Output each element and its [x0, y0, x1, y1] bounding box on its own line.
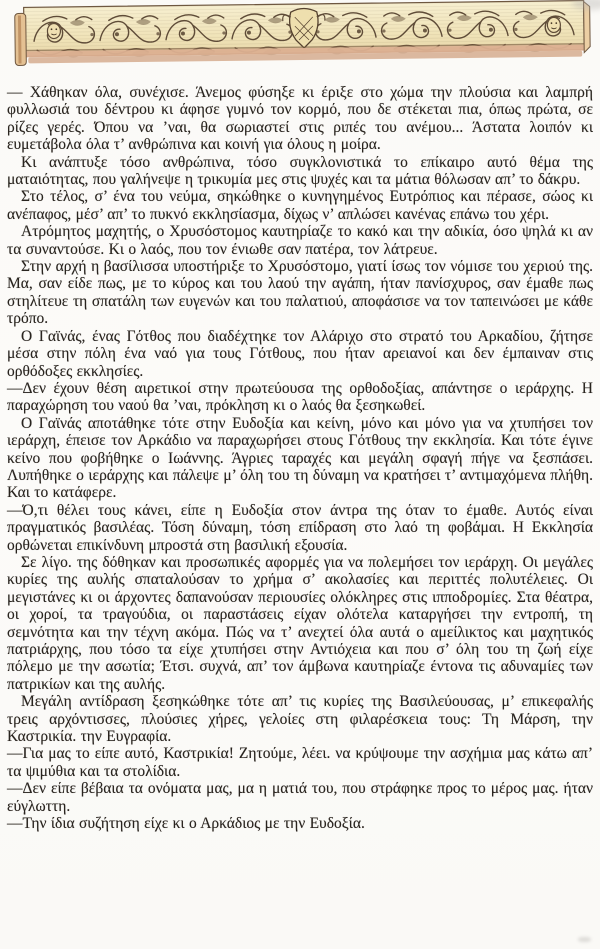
- paragraph: —Την ίδια συζήτηση είχε κι ο Αρκάδιος με την Ευδοξία.: [7, 815, 365, 833]
- floral-engraving: [14, 0, 593, 71]
- scan-smudge-bottom-right: [578, 937, 591, 942]
- scroll-roll-edge: [15, 13, 27, 65]
- text-body: [7, 84, 593, 832]
- paragraph: Ο Γαϊνάς αποτάθηκε τότε στην Ευδοξία και κείνη, μόνο και μόνο για να χτυπήσει τον ιεράρχη, έπεισε τον Αρκάδιο να παραχωρήσει στους Γότθους την εκκλησία. Και τότε έγινε κείνο που φοβήθηκε ο Ιωάννης. Άγριες ταραχές και μεγάλη σφαγή πήγε να ξεσπάσει. Λυπήθηκε ο ιεράρχης και πάλεψε μ’ όλη του τη δύναμη να κρατήσει τ’ αντιμαχόμενα πλήθη. Και το κατάφερε.: [7, 414, 593, 502]
- paragraph: —Δεν είπε βέβαια τα ονόματα μας, μα η ματιά του, που στράφηκε προς το μέρος μας. ήταν εύγλωττη.: [7, 780, 593, 815]
- paragraph: Στην αρχή η βασίλισσα υποστήριξε το Χρυσόστομο, γιατί ίσως τον νόμισε του χεριού της. Μα, σαν είδε πως, με το κύρος και του λαού την αγάπη, ήταν πανίσχυρος, σαν έμαθε πως στηλίτευε τη σπατάλη των ευγενών και του παλατιού, αποφάσισε να τον ταπεινώσει με κάθε τρόπο.: [7, 258, 593, 328]
- paragraph: Ατρόμητος μαχητής, ο Χρυσόστομος καυτηρίαζε το κακό και την αδικία, όσο ψηλά κι αν τα συναντούσε. Κι ο λαός, που τον ένιωθε σαν πατέρα, τον λάτρευε.: [7, 223, 593, 258]
- paragraph: Κι ανάπτυξε τόσο ανθρώπινα, τόσο συγκλονιστικά το επίκαιρο αυτό θέμα της ματαιότητας, που γαλήνεψε η τρικυμία μες στις ψυχές και τα μάτια θόλωσαν απ’ το δάκρυ.: [7, 153, 593, 189]
- paragraph: Μεγάλη αντίδραση ξεσηκώθηκε τότε απ’ τις κυρίες της Βασιλεύουσας, μ’ επικεφαλής τρεις αρχόντισσες, πλούσιες χήρες, γελοίες στη φιλαρέσκεια τους: Τη Μάρση, την Καστρικία. την Ευγραφία.: [7, 693, 593, 746]
- paragraph: —Ό,τι θέλει τους κάνει, είπε η Ευδοξία στον άντρα της όταν το έμαθε. Αυτός είναι πραγματικός βασιλέας. Τόση δύναμη, τόση επίδραση στο λαό τη φοβάμαι. Η Εκκλησία ορθώνεται επικίνδυνη μπροστά στη βασιλική εξουσία.: [7, 501, 593, 554]
- paragraph: —Για μας το είπε αυτό, Καστρικία! Ζητούμε, λέει. να κρύψουμε την ασχήμια μας κάτω απ’ τα ψιμύθια και τα στολίδια.: [7, 745, 593, 780]
- ornamental-headpiece: [14, 0, 593, 71]
- paragraph: Στο τέλος, σ’ ένα του νεύμα, σηκώθηκε ο κυνηγημένος Ευτρόπιος και πέρασε, σώος κι ανέπαφος, μέσ’ απ’ το πυκνό εκκλησίασμα, δίχως ν’ απλώσει κανένας επάνω του χέρι.: [7, 188, 593, 223]
- paragraph: — Χάθηκαν όλα, συνέχισε. Άνεμος φύσηξε κι έριξε στο χώμα την πλούσια και λαμπρή φυλλωσιά του δέντρου κι άφησε γυμνό τον κορμό, που δε στέκεται πια, όπως πρώτα, σε ρίζες γερές. Όπου να ’ναι, θα σωριαστεί στις ριπές του ανέμου... Άστατα λοιπόν κι ευμετάβολα όλα τ’ ανθρώπινα και κοινή για όλους η μοίρα.: [7, 84, 593, 154]
- paragraph: Ο Γαϊνάς, ένας Γότθος που διαδέχτηκε τον Αλάριχο στο στρατό του Αρκαδίου, ζήτησε μέσα στην πόλη ένα ναό για τους Γότθους, που ήταν αρειανοί και δεν έμπαιναν στις ορθόδοξες εκκλησίες.: [7, 327, 593, 380]
- paragraph: —Δεν έχουν θέση αιρετικοί στην πρωτεύουσα της ορθοδοξίας, απάντησε ο ιεράρχης. Η παραχώρηση του ναού θα ’ναι, πρόκληση κι ο λαός θα ξεσηκωθεί.: [7, 379, 593, 415]
- paragraph: Σε λίγο. της δόθηκαν και προσωπικές αφορμές για να πολεμήσει τον ιεράρχη. Οι μεγάλες κυρίες της αυλής σπαταλούσαν το χρήμα σ’ ακολασίες και περιττές πολυτέλειες. Οι μεγιστάνες κι οι άρχοντες δαπανούσαν περιουσίες ολόκληρες στις ιπποδρομίες. Στα θέατρα, οι χοροί, τα τραγούδια, οι παραστάσεις είχαν ολότελα καταργήσει την εντροπή, τη σεμνότητα και την τέχνη ακόμα. Πώς να τ’ ανεχτεί όλα αυτά ο αμείλικτος και μαχητικός πατριάρχης, που τόσο τα είχε χτυπήσει στην Αντιόχεια και που σ’ όλη του τη ζωή είχε πόλεμο με την ασωτία; Έτσι. συχνά, απ’ τον άμβωνα καυτηρίαζε έντονα τις αδυναμίες των πατρικίων και της αυλής.: [7, 553, 593, 693]
